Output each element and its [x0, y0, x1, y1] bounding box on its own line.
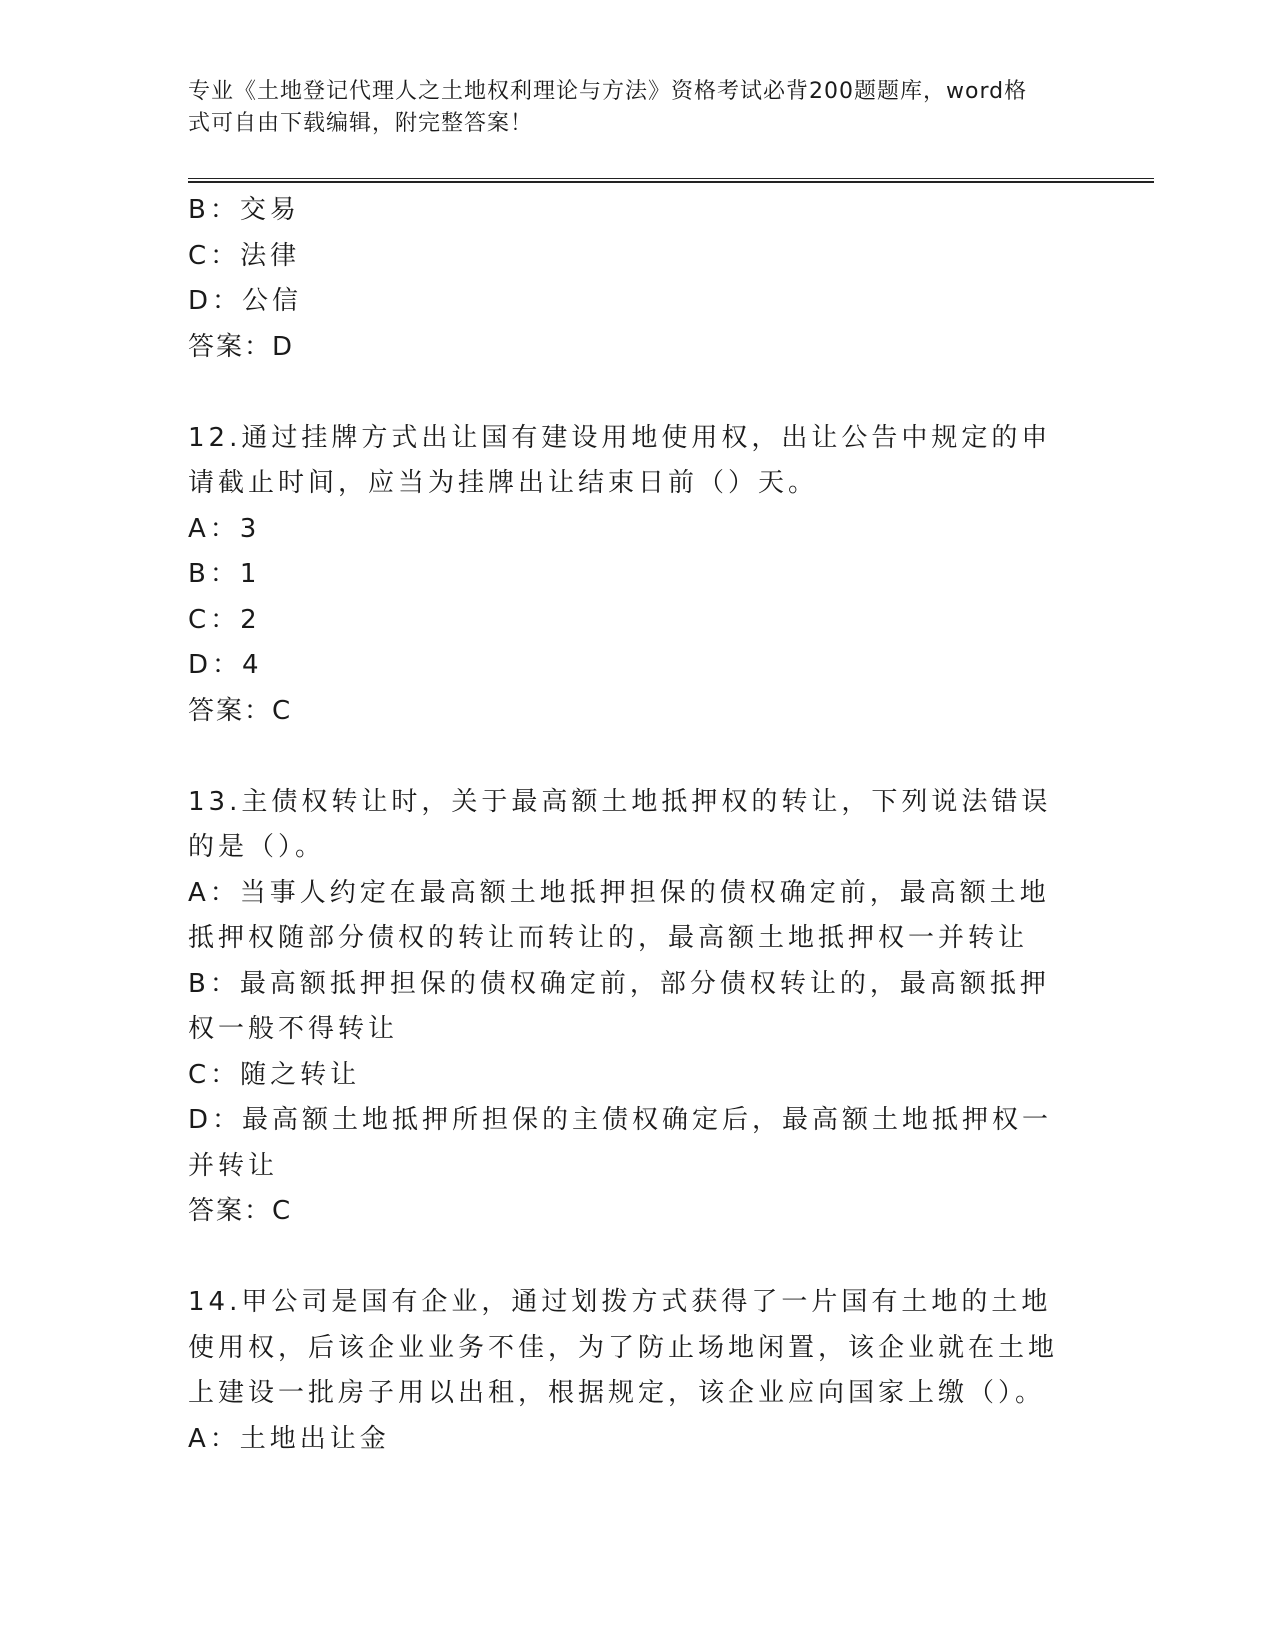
option-a: A：土地出让金: [188, 1423, 390, 1454]
header-divider: [188, 178, 1154, 183]
option-c: C：随之转让: [188, 1059, 361, 1090]
question-text: 12.通过挂牌方式出让国有建设用地使用权，出让公告中规定的申请截止时间，应当为挂牌出让结束日前（）天。: [188, 422, 1052, 498]
question-block-12: [188, 416, 1068, 735]
option-b: B：最高额抵押担保的债权确定前，部分债权转让的，最高额抵押权一般不得转让: [188, 968, 1050, 1044]
spacer: [188, 1235, 1068, 1281]
option-d: D：4: [188, 650, 263, 680]
question-block-13: [188, 780, 1068, 1235]
option-c: C：2: [188, 604, 261, 635]
option-d: D：公信: [188, 286, 303, 316]
option-b: B：1: [188, 559, 261, 589]
spacer: [188, 734, 1068, 780]
question-list: [188, 188, 1068, 1462]
question-text: 13.主债权转让时，关于最高额土地抵押权的转让，下列说法错误的是（）。: [188, 786, 1052, 862]
question-block-11: [188, 188, 1068, 370]
option-d: D：最高额土地抵押所担保的主债权确定后，最高额土地抵押权一并转让: [188, 1105, 1053, 1181]
option-a: A：当事人约定在最高额土地抵押担保的债权确定前，最高额土地抵押权随部分债权的转让而转让的，最高额土地抵押权一并转让: [188, 877, 1050, 953]
page-header: 专业《土地登记代理人之土地权利理论与方法》资格考试必背200题题库，word格式可自由下载编辑，附完整答案！: [188, 79, 1028, 136]
question-text: 14.甲公司是国有企业，通过划拨方式获得了一片国有土地的土地使用权，后该企业业务不佳，为了防止场地闲置，该企业就在土地上建设一批房子用以出租，根据规定，该企业应向国家上缴（）。: [188, 1287, 1059, 1408]
option-a: A：3: [188, 513, 261, 544]
option-c: C：法律: [188, 240, 301, 271]
answer-line: 答案：D: [188, 331, 295, 362]
answer-line: 答案：C: [188, 695, 293, 726]
question-block-14: [188, 1280, 1068, 1462]
spacer: [188, 370, 1068, 416]
option-b: B：交易: [188, 195, 300, 225]
answer-line: 答案：C: [188, 1196, 293, 1226]
